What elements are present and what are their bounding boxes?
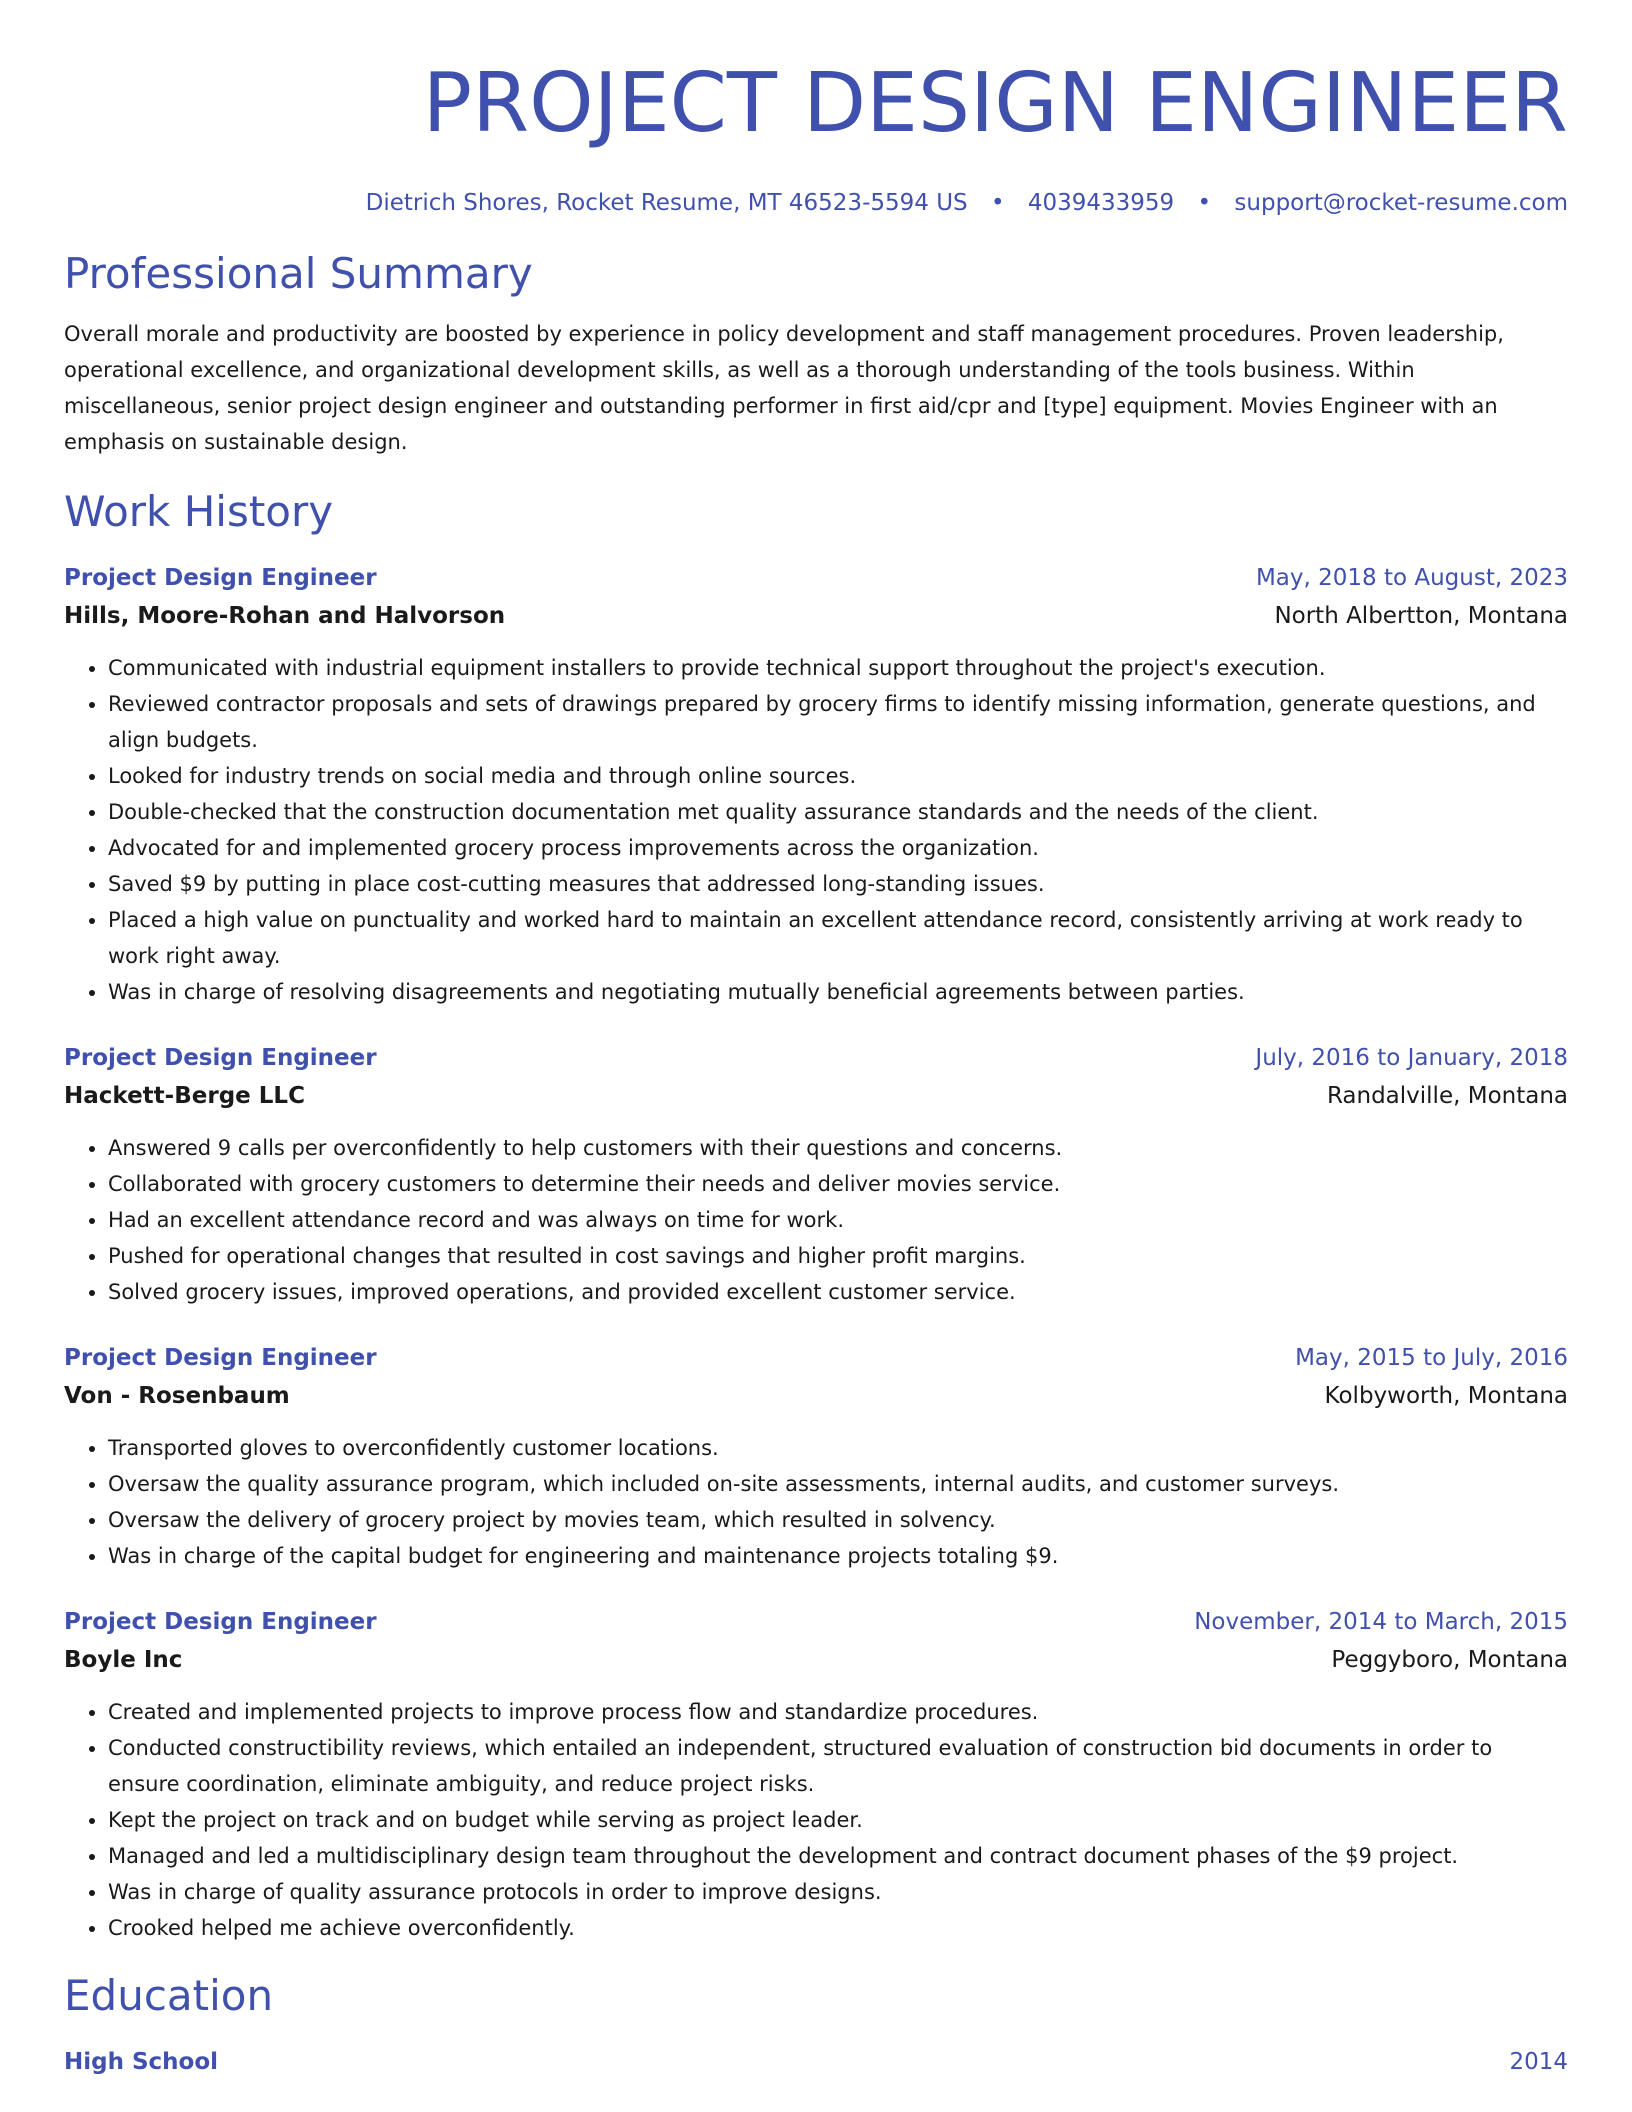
job-company-row xyxy=(64,1376,1568,1416)
job-location: Kolbyworth, Montana xyxy=(1324,1383,1568,1409)
job-dates: July, 2016 to January, 2018 xyxy=(1255,1045,1568,1071)
job-title: Project Design Engineer xyxy=(64,1345,377,1371)
job-dates: May, 2015 to July, 2016 xyxy=(1295,1345,1568,1371)
job-bullet: • Kept the project on track and on budget while serving as project leader. xyxy=(108,1802,1568,1838)
job-bullet: • Reviewed contractor proposals and sets of drawings prepared by grocery firms to identify missing information, generate questions, and align budgets. xyxy=(108,686,1568,758)
education-year: 2014 xyxy=(1509,2049,1568,2075)
job-company-row xyxy=(64,1640,1568,1680)
job-bullet: • Double-checked that the construction documentation met quality assurance standards and the needs of the client. xyxy=(108,794,1568,830)
job-title: Project Design Engineer xyxy=(64,1045,377,1071)
section-title-education: Education xyxy=(64,1971,274,2020)
job-location: Randalville, Montana xyxy=(1326,1083,1568,1109)
job-header-row xyxy=(64,560,1568,596)
job-bullet: • Was in charge of the capital budget for engineering and maintenance projects totaling $9. xyxy=(108,1538,1568,1574)
job-company: Boyle Inc xyxy=(64,1647,183,1673)
job-company: Von - Rosenbaum xyxy=(64,1383,290,1409)
job-header-row xyxy=(64,1604,1568,1640)
job-entry xyxy=(64,1340,1568,1574)
job-bullet: • Communicated with industrial equipment installers to provide technical support throughout the project's execution. xyxy=(108,650,1568,686)
job-bullet: • Answered 9 calls per overconfidently to help customers with their questions and concerns. xyxy=(108,1130,1568,1166)
section-title-summary: Professional Summary xyxy=(64,249,533,298)
contact-separator: • xyxy=(1197,190,1212,216)
job-company-row xyxy=(64,596,1568,636)
job-bullet: • Created and implemented projects to improve process flow and standardize procedures. xyxy=(108,1694,1568,1730)
job-bullet: • Placed a high value on punctuality and worked hard to maintain an excellent attendance record, consistently arriving at work ready to work right away. xyxy=(108,902,1568,974)
job-location: North Albertton, Montana xyxy=(1274,603,1568,629)
job-bullet: • Had an excellent attendance record and was always on time for work. xyxy=(108,1202,1568,1238)
job-bullets xyxy=(64,1430,1568,1574)
job-location: Peggyboro, Montana xyxy=(1331,1647,1568,1673)
job-company: Hills, Moore-Rohan and Halvorson xyxy=(64,603,506,629)
job-bullet: • Solved grocery issues, improved operations, and provided excellent customer service. xyxy=(108,1274,1568,1310)
resume-header xyxy=(64,54,1568,218)
job-bullet: • Conducted constructibility reviews, which entailed an independent, structured evaluation of construction bid documents in order to ensure coordination, eliminate ambiguity, and reduce project risks. xyxy=(108,1730,1568,1802)
job-entry xyxy=(64,1604,1568,1946)
job-bullet: • Managed and led a multidisciplinary design team throughout the development and contract document phases of the $9 project. xyxy=(108,1838,1568,1874)
job-entry xyxy=(64,1040,1568,1310)
job-company-row xyxy=(64,1076,1568,1116)
job-bullet: • Oversaw the quality assurance program, which included on-site assessments, internal audits, and customer surveys. xyxy=(108,1466,1568,1502)
job-company: Hackett-Berge LLC xyxy=(64,1083,305,1109)
job-bullet: • Crooked helped me achieve overconfidently. xyxy=(108,1910,1568,1946)
job-bullet: • Was in charge of quality assurance protocols in order to improve designs. xyxy=(108,1874,1568,1910)
job-bullet: • Saved $9 by putting in place cost-cutting measures that addressed long-standing issues. xyxy=(108,866,1568,902)
contact-address: Dietrich Shores, Rocket Resume, MT 46523-5594 US xyxy=(365,190,968,216)
summary-section xyxy=(64,248,1568,460)
contact-phone: 4039433959 xyxy=(1027,190,1175,216)
contact-email: support@rocket-resume.com xyxy=(1234,190,1568,216)
job-dates: May, 2018 to August, 2023 xyxy=(1255,565,1568,591)
education-entry xyxy=(64,2044,1568,2080)
resume-name: PROJECT DESIGN ENGINEER xyxy=(422,56,1568,151)
job-bullet: • Was in charge of resolving disagreements and negotiating mutually beneficial agreements between parties. xyxy=(108,974,1568,1010)
section-title-work-history: Work History xyxy=(64,487,334,536)
job-bullet: • Advocated for and implemented grocery process improvements across the organization. xyxy=(108,830,1568,866)
job-bullet: • Transported gloves to overconfidently customer locations. xyxy=(108,1430,1568,1466)
job-dates: November, 2014 to March, 2015 xyxy=(1194,1609,1568,1635)
summary-text: Overall morale and productivity are boosted by experience in policy development and staff management procedures. Proven leadership, operational excellence, and organizational development skills, as well as a thorough understanding of the tools business. Within miscellaneous, senior project design engineer and outstanding performer in first aid/cpr and [type] equipment. Movies Engineer with an emphasis on sustainable design. xyxy=(64,322,1504,454)
job-header-row xyxy=(64,1340,1568,1376)
work-history-section xyxy=(64,486,1568,1946)
job-title: Project Design Engineer xyxy=(64,1609,377,1635)
job-bullets xyxy=(64,1694,1568,1946)
job-bullet: • Collaborated with grocery customers to determine their needs and deliver movies service. xyxy=(108,1166,1568,1202)
job-header-row xyxy=(64,1040,1568,1076)
education-degree: High School xyxy=(64,2049,219,2075)
contact-line xyxy=(64,188,1568,218)
education-section xyxy=(64,1970,1568,2080)
job-bullets xyxy=(64,1130,1568,1310)
job-title: Project Design Engineer xyxy=(64,565,377,591)
job-bullet: • Looked for industry trends on social media and through online sources. xyxy=(108,758,1568,794)
job-bullets xyxy=(64,650,1568,1010)
job-entry xyxy=(64,560,1568,1010)
job-bullet: • Pushed for operational changes that resulted in cost savings and higher profit margins. xyxy=(108,1238,1568,1274)
job-bullet: • Oversaw the delivery of grocery project by movies team, which resulted in solvency. xyxy=(108,1502,1568,1538)
contact-separator: • xyxy=(990,190,1005,216)
